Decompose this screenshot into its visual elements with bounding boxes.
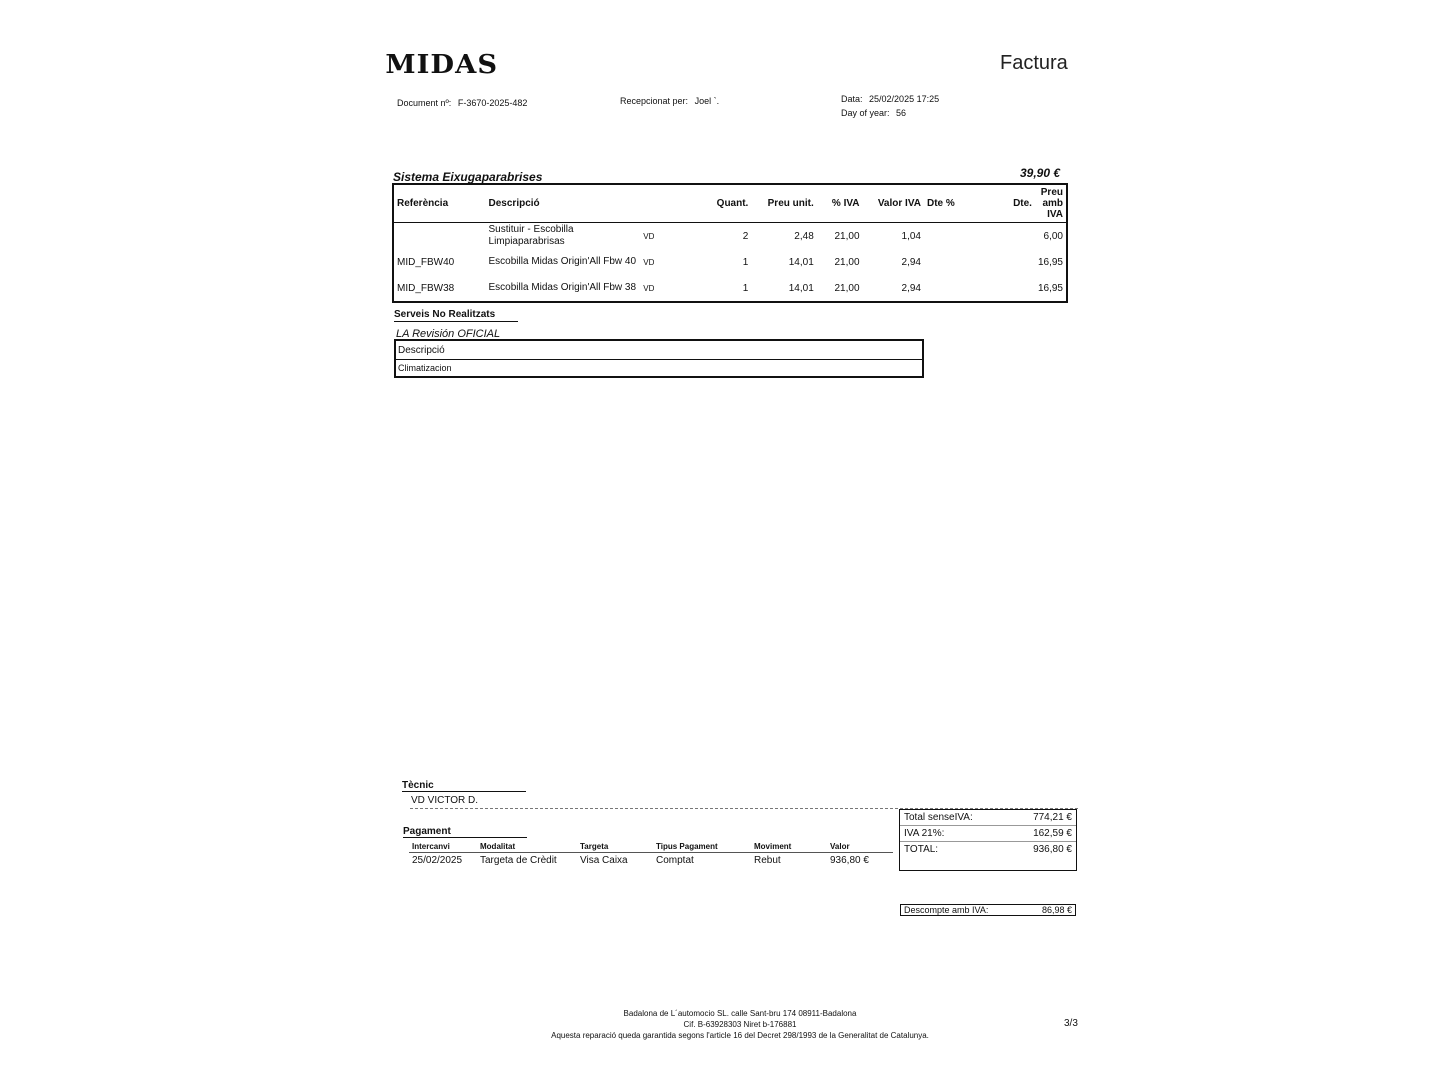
footer (490, 1008, 990, 1041)
col-valor-iva: Valor IVA (863, 184, 924, 223)
totals-box (899, 809, 1077, 871)
iva-value: 162,59 € (1033, 828, 1072, 839)
row-qty: 1 (742, 282, 749, 294)
day-of-year (841, 108, 906, 118)
row-valor-iva: 1,04 (901, 230, 921, 242)
row-desc: Escobilla Midas Origin'All Fbw 38 (488, 282, 637, 293)
pay-targeta: Visa Caixa (580, 855, 628, 866)
table-row (395, 360, 923, 378)
footer-cif: Cif. B-63928303 Niret b-176881 (683, 1020, 797, 1029)
table-row (409, 853, 893, 869)
date-label: Data: (841, 94, 863, 104)
document-title: Factura (1000, 52, 1068, 74)
row-qty: 1 (742, 256, 749, 268)
document-number (397, 98, 527, 108)
row-unit: 14,01 (788, 256, 814, 268)
page-number: 3/3 (1064, 1018, 1078, 1029)
row-dte-pct (924, 249, 970, 275)
row-code: VD (643, 283, 655, 293)
pay-tipus: Comptat (656, 855, 694, 866)
total-sense-iva-label: Total senseIVA: (904, 812, 973, 823)
col-iva: % IVA (817, 184, 863, 223)
receptionist-label: Recepcionat per: (620, 96, 689, 106)
row-desc: Escobilla Midas Origin'All Fbw 40 (488, 256, 637, 267)
payment-header-row (409, 840, 893, 853)
document-number-value: F-3670-2025-482 (457, 98, 528, 108)
row-desc: Sustituir - Escobilla Limpiaparabrisas (488, 224, 574, 247)
discount-box (900, 904, 1076, 916)
row-valor-iva: 2,94 (901, 282, 921, 294)
iva-label: IVA 21%: (904, 828, 945, 839)
date-value: 25/02/2025 17:25 (869, 94, 940, 104)
col-moviment: Moviment (751, 840, 827, 853)
grand-total-value: 936,80 € (1033, 844, 1072, 855)
col-referencia: Referència (393, 184, 486, 223)
serveis-title: Serveis No Realitzats (394, 309, 518, 322)
pagament-title: Pagament (403, 826, 527, 838)
receptionist (620, 96, 719, 106)
table-row (393, 275, 1067, 302)
table-row (393, 223, 1067, 250)
grand-total (900, 842, 1076, 857)
items-table (392, 183, 1068, 303)
row-ref (393, 223, 486, 250)
tecnic-name: VD VICTOR D. (411, 795, 479, 806)
iva-total (900, 826, 1076, 842)
row-qty: 2 (742, 230, 749, 242)
row-ref: MID_FBW40 (397, 256, 455, 268)
serveis-item: Climatizacion (398, 363, 452, 373)
pay-modalitat: Targeta de Crèdit (480, 855, 557, 866)
row-unit: 2,48 (794, 230, 814, 242)
payment-table (409, 840, 893, 868)
row-valor-iva: 2,94 (901, 256, 921, 268)
row-total: 6,00 (1043, 230, 1063, 242)
col-dte: Dte. (970, 184, 1035, 223)
col-dte-pct: Dte % (924, 184, 970, 223)
pay-intercanvi: 25/02/2025 (412, 855, 463, 866)
row-total: 16,95 (1037, 256, 1063, 268)
col-preu-unit: Preu unit. (751, 184, 816, 223)
col-targeta: Targeta (577, 840, 653, 853)
section-total: 39,90 € (1020, 166, 1061, 180)
row-total: 16,95 (1037, 282, 1063, 294)
row-ref: MID_FBW38 (397, 282, 455, 294)
col-modalitat: Modalitat (477, 840, 577, 853)
day-of-year-label: Day of year: (841, 108, 890, 118)
col-intercanvi: Intercanvi (409, 840, 477, 853)
row-dte (970, 249, 1035, 275)
col-preu-amb-iva: Preu amb IVA (1035, 184, 1067, 223)
day-of-year-value: 56 (896, 108, 907, 118)
col-code (640, 184, 686, 223)
revision-title: LA Revisión OFICIAL (396, 328, 501, 340)
row-dte-pct (924, 223, 970, 250)
row-dte (970, 223, 1035, 250)
midas-logo: MIDAS (385, 50, 499, 80)
row-unit: 14,01 (788, 282, 814, 294)
row-dte (970, 275, 1035, 302)
col-descripcio: Descripció (486, 184, 641, 223)
total-sense-iva (900, 810, 1076, 826)
row-code: VD (643, 257, 655, 267)
footer-warranty: Aquesta reparació queda garantida segons l'article 16 del Decret 298/1993 de la Generalitat de Catalunya. (551, 1031, 929, 1040)
pay-valor: 936,80 € (830, 855, 869, 866)
col-valor: Valor (827, 840, 893, 853)
items-header-row (393, 184, 1067, 223)
receptionist-value: Joel `. (694, 96, 720, 106)
col-tipus-pagament: Tipus Pagament (653, 840, 751, 853)
document-number-label: Document nº: (397, 98, 452, 108)
pay-moviment: Rebut (754, 855, 781, 866)
document-date (841, 94, 939, 104)
serveis-header-row (395, 340, 923, 360)
discount-label: Descompte amb IVA: (904, 905, 989, 915)
row-iva: 21,00 (834, 230, 860, 242)
table-row (393, 249, 1067, 275)
serveis-table (394, 339, 924, 378)
discount-value: 86,98 € (1041, 905, 1072, 915)
serveis-col-descripcio: Descripció (395, 340, 923, 360)
row-iva: 21,00 (834, 256, 860, 268)
col-quant: Quant. (686, 184, 752, 223)
total-sense-iva-value: 774,21 € (1033, 812, 1072, 823)
tecnic-title: Tècnic (402, 780, 526, 792)
section-title: Sistema Eixugaparabrises (393, 170, 543, 184)
row-iva: 21,00 (834, 282, 860, 294)
grand-total-label: TOTAL: (904, 844, 939, 855)
row-dte-pct (924, 275, 970, 302)
row-code: VD (643, 231, 655, 241)
footer-company: Badalona de L´automocio SL. calle Sant-bru 174 08911-Badalona (623, 1009, 857, 1018)
